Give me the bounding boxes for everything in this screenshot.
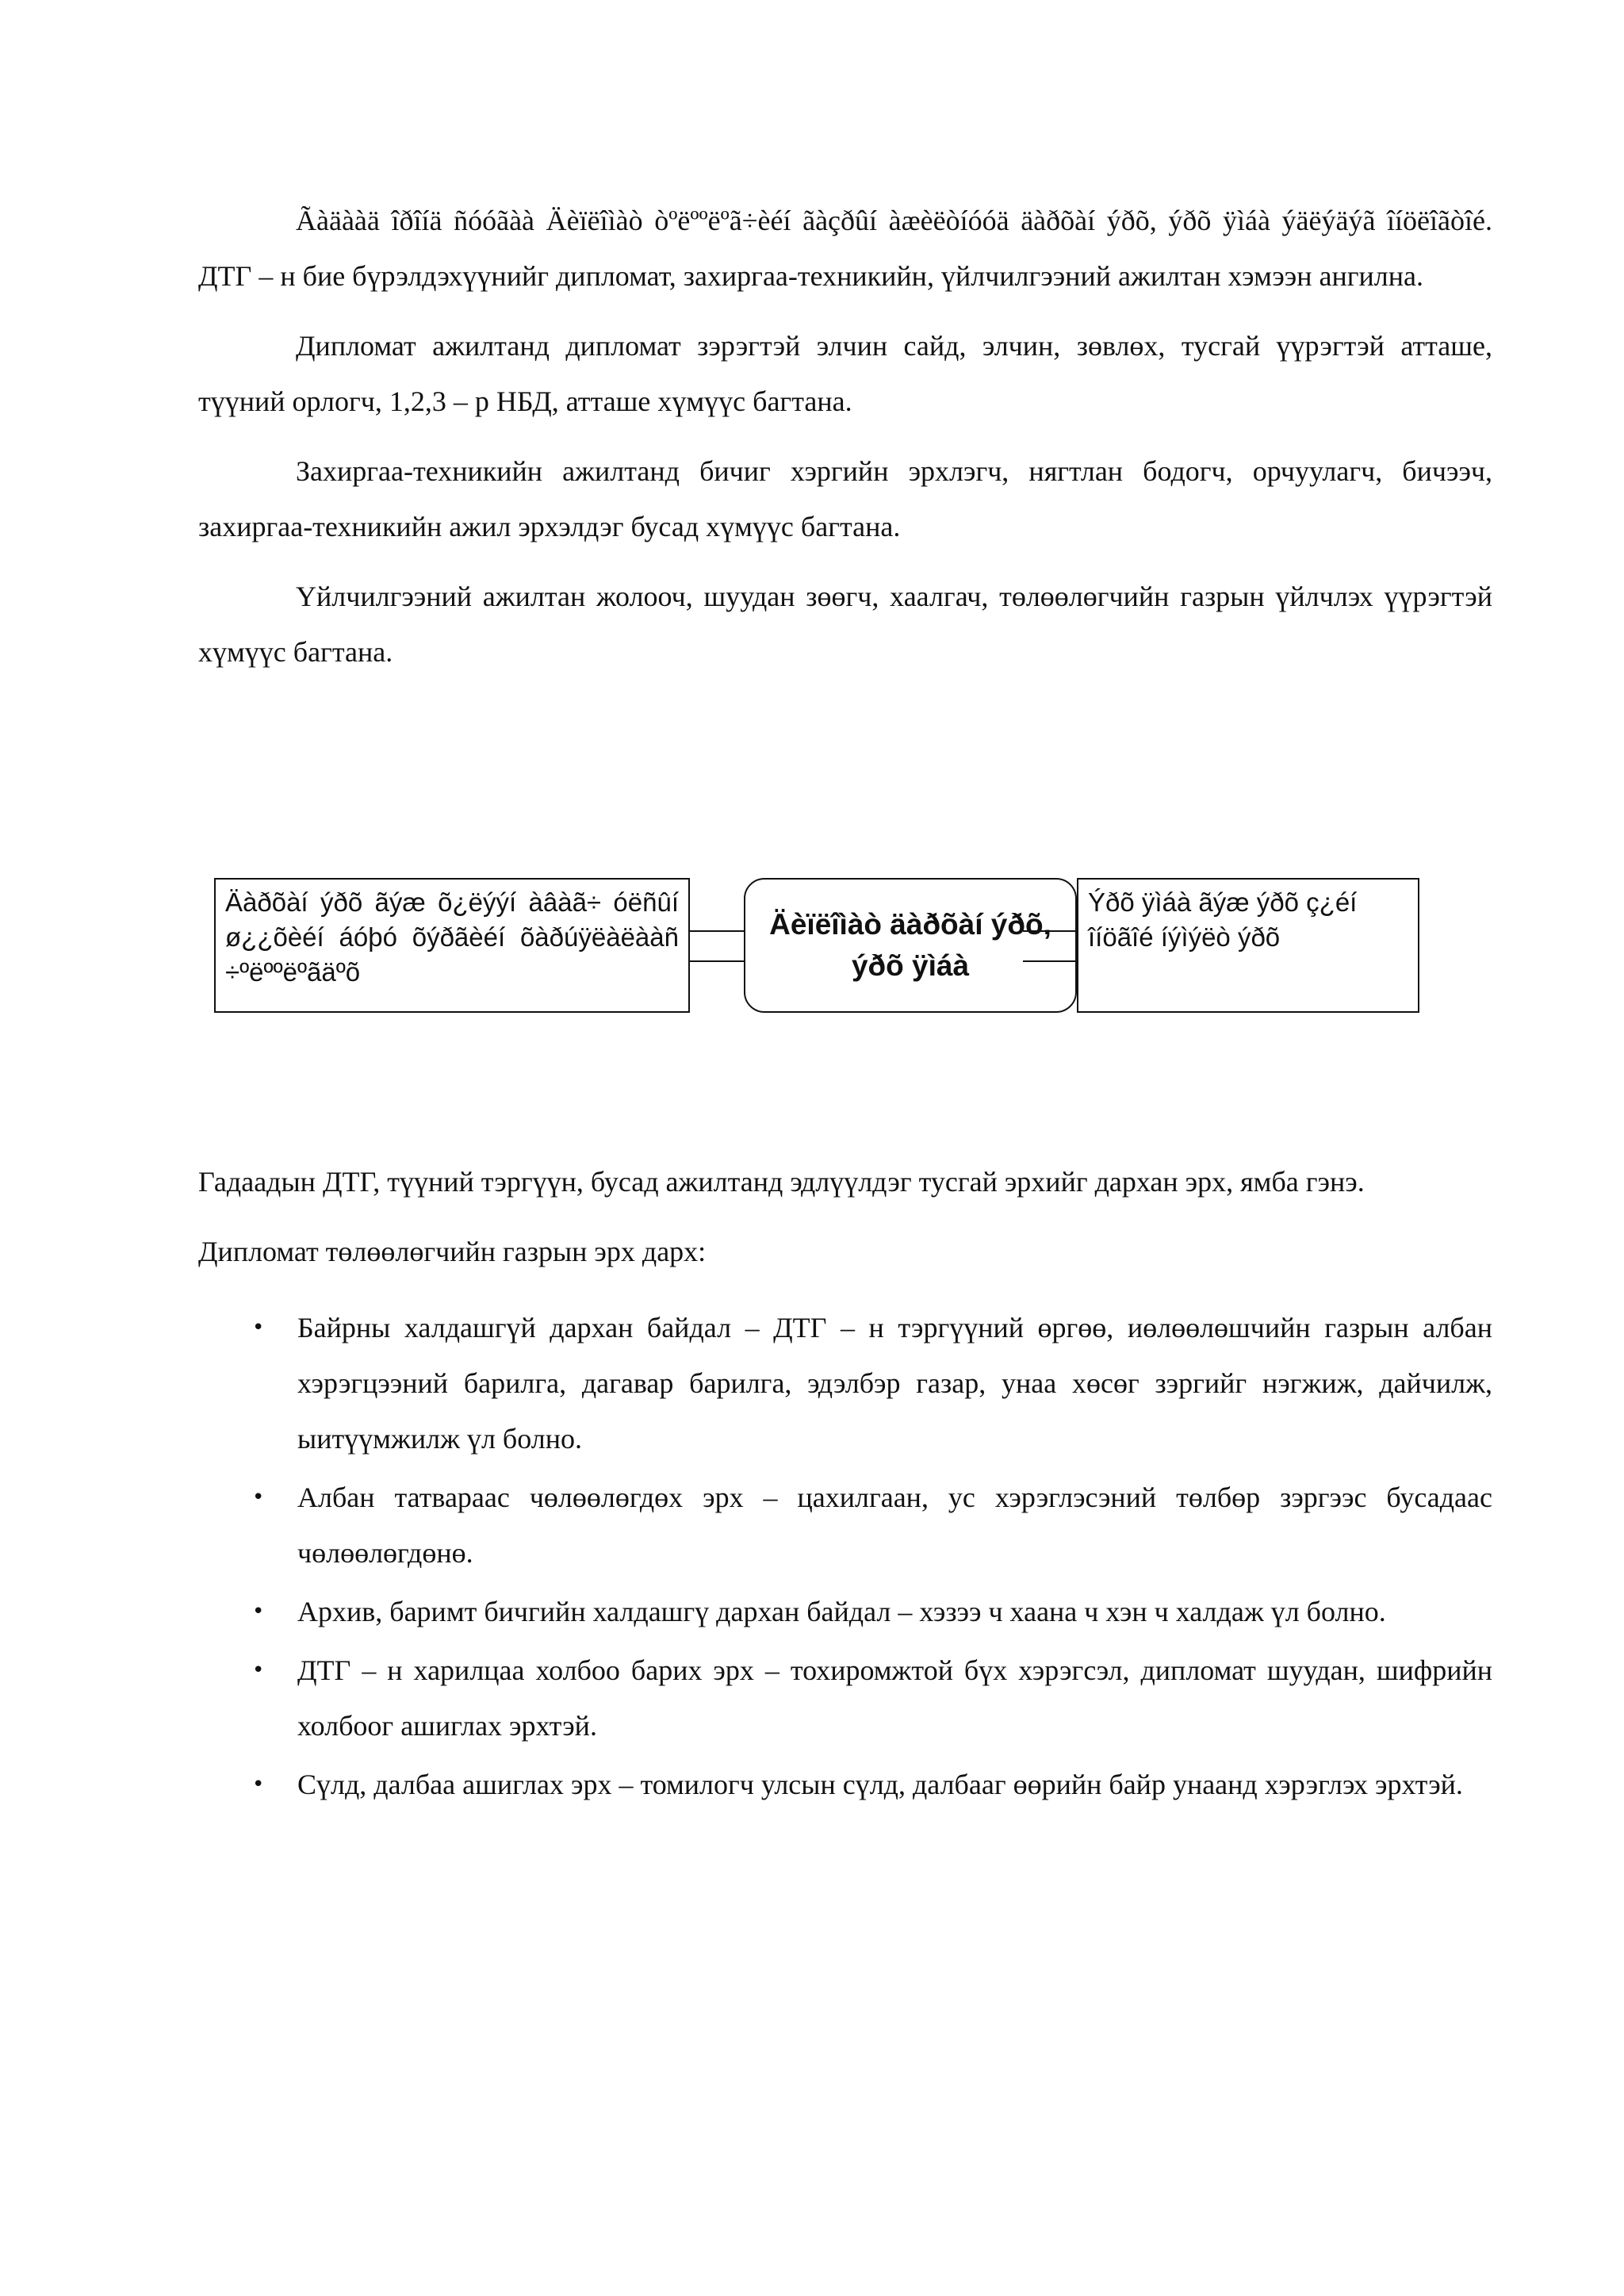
diagram-right-box: Ýðõ ÿìáà ãýæ ýðõ ç¿éí îíöãîé íýìýëò ýðõ <box>1077 878 1419 1013</box>
bullet-icon: • <box>252 1658 265 1682</box>
list-item <box>198 1642 1492 1754</box>
connector-left-lower-line <box>690 960 744 962</box>
paragraph-service-staff: Үйлчилгээний ажилтан жолооч, шуудан зөөгч, хаалгач, төлөөлөгчийн газрын үйлчлэх үүрэгтэй хүмүүс багтана. <box>198 581 1492 668</box>
bullet-icon: • <box>252 1485 265 1509</box>
bullet-icon: • <box>252 1316 265 1340</box>
paragraph-diplomatic-staff: Дипломат ажилтанд дипломат зэрэгтэй элчин сайд, элчин, зөвлөх, тусгай үүрэгтэй атташе, түүний орлогч, 1,2,3 – р НБД, атташе хүмүүс багтана. <box>198 330 1492 417</box>
paragraph-intro: Ãàäààä îðîíä ñóóãàà Äèïëîìàò òºëººëºã÷èéí ãàçðûí àæèëòíóóä äàðõàí ýðõ, ýðõ ÿìáà ýäëýäýã îíöëîãòîé. ДТГ – н бие бүрэлдэхүүнийг дипломат, захиргаа-техникийн, үйлчилгээний ажилтан хэмээн ангилна. <box>198 205 1492 292</box>
connector-left-upper-line <box>690 930 744 932</box>
privileges-diagram <box>214 878 1419 1017</box>
list-item-text: Архив, баримт бичгийн халдашгү дархан байдал – хэзээ ч хаана ч хэн ч халдаж үл болно. <box>297 1596 1386 1627</box>
list-item-text: Сүлд, далбаа ашиглах эрх – томилогч улсын сүлд, далбааг өөрийн байр унаанд хэрэглэх эрхтэй. <box>297 1769 1463 1800</box>
list-item <box>198 1584 1492 1639</box>
document-body-lower <box>198 1154 1492 1815</box>
list-item <box>198 1300 1492 1466</box>
diagram-center-label: Äèïëîìàò äàðõàí ýðõ, ýðõ ÿìáà <box>769 908 1051 982</box>
diagram-left-box: Äàðõàí ýðõ ãýæ õ¿ëýýí àâàã÷ óëñûí ø¿¿õèéí áóþó õýðãèéí õàðúÿëàëààñ ÷ºëººëºãäºõ <box>214 878 690 1013</box>
paragraph-definition: Гадаадын ДТГ, түүний тэргүүн, бусад ажилтанд эдлүүлдэг тусгай эрхийг дархан эрх, ямба гэнэ. <box>198 1166 1365 1198</box>
document-body <box>198 193 1492 694</box>
list-item <box>198 1470 1492 1581</box>
bullet-icon: • <box>252 1600 265 1623</box>
privileges-list <box>198 1300 1492 1812</box>
paragraph-admin-staff: Захиргаа-техникийн ажилтанд бичиг хэргийн эрхлэгч, нягтлан бодогч, орчуулагч, бичээч, захиргаа-техникийн ажил эрхэлдэг бусад хүмүүс багтана. <box>198 455 1492 542</box>
bullet-icon: • <box>252 1773 265 1796</box>
connector-right-lower-line <box>1023 960 1077 962</box>
list-item-text: ДТГ – н харилцаа холбоо барих эрх – тохиромжтой бүх хэрэгсэл, дипломат шуудан, шифрийн холбоог ашиглах эрхтэй. <box>297 1654 1492 1742</box>
paragraph-list-heading: Дипломат төлөөлөгчийн газрын эрх дарх: <box>198 1236 707 1267</box>
diagram-center-box <box>744 878 1077 1013</box>
list-item-text: Байрны халдашгүй дархан байдал – ДТГ – н тэргүүний өргөө, иөлөөлөшчийн газрын албан хэрэгцээний барилга, дагавар барилга, эдэлбэр газар, унаа хөсөг зэргийг нэгжиж, дайчилж, ыитүүмжилж үл болно. <box>297 1312 1492 1455</box>
connector-right-upper-line <box>1023 930 1077 932</box>
list-item <box>198 1757 1492 1812</box>
list-item-text: Албан татвараас чөлөөлөгдөх эрх – цахилгаан, ус хэрэглэсэний төлбөр зэргээс бусадаас чөлөөлөгдөнө. <box>297 1481 1492 1569</box>
